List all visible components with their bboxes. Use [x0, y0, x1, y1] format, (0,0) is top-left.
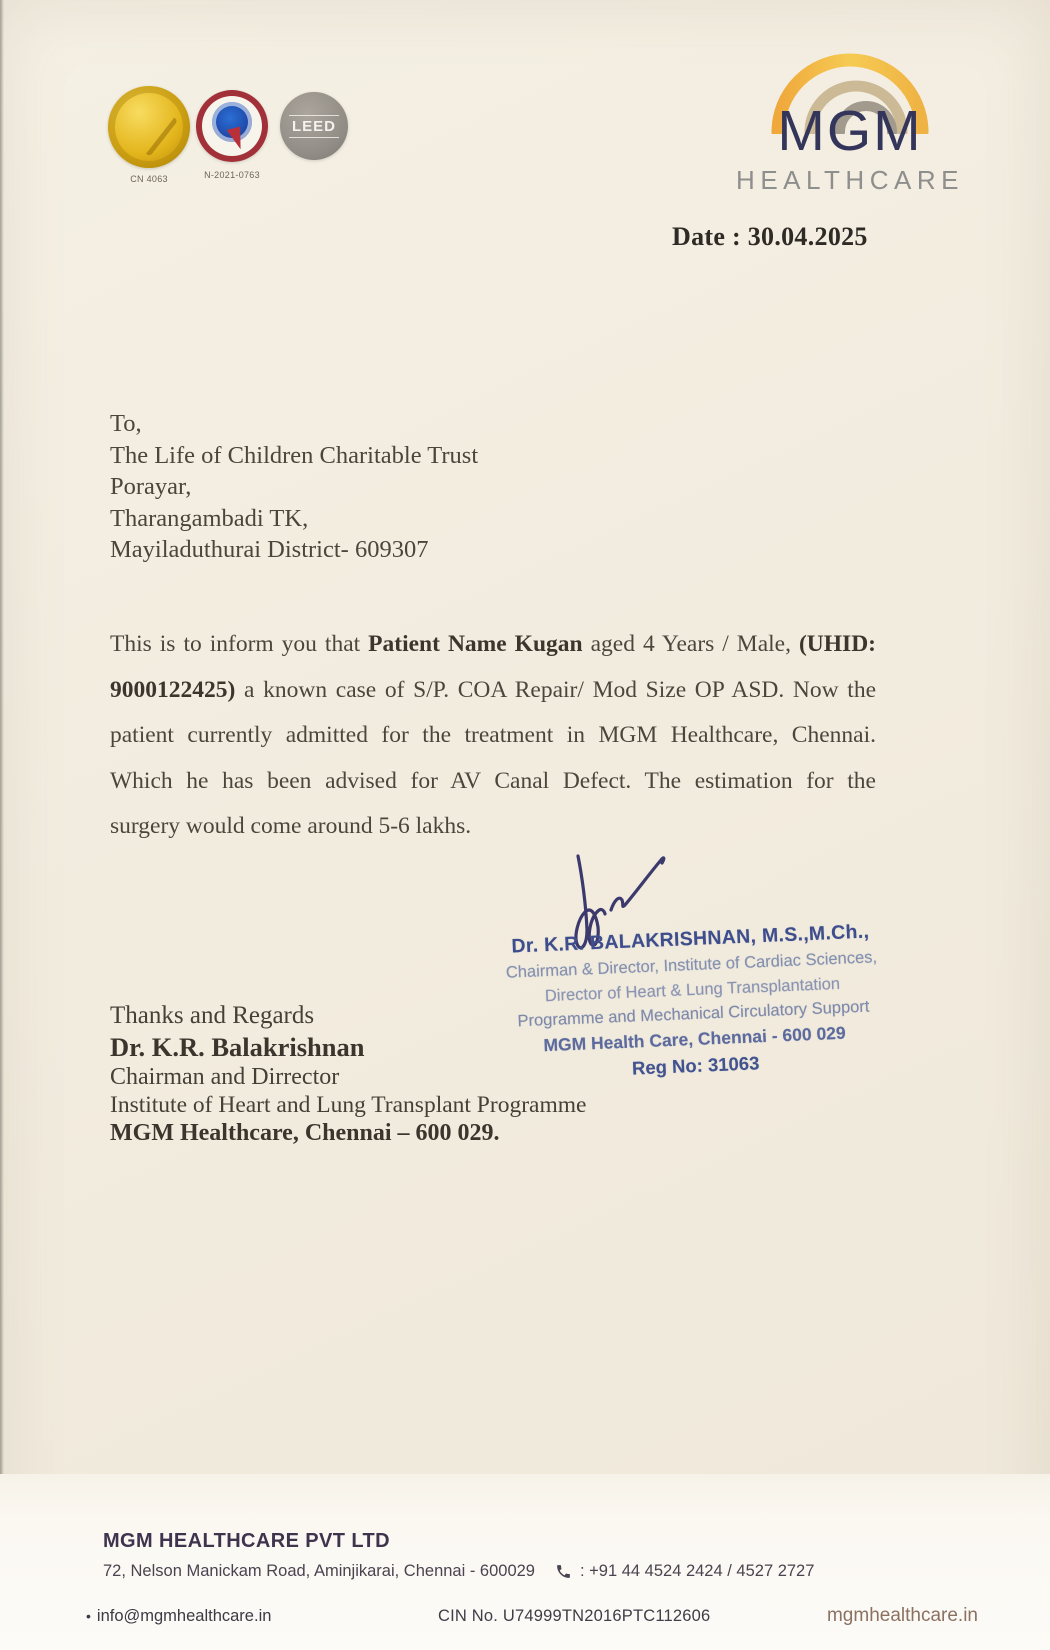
recipient-line: Porayar, [110, 473, 192, 500]
body-line [110, 622, 876, 668]
gold-seal-mark [120, 97, 178, 157]
stamp-line: Director of Heart & Lung Transplantation [544, 974, 841, 1005]
footer-bottom-row [0, 1604, 1050, 1638]
mgm-healthcare-logo [700, 42, 1000, 196]
jci-gold-seal-icon [108, 86, 190, 168]
uhid-label: (UHID: [798, 631, 876, 657]
gold-seal-caption: CN 4063 [130, 174, 168, 184]
stamp-line: Programme and Mechanical Circulatory Support [517, 997, 870, 1031]
recipient-line: Mayiladuthurai District- 609307 [110, 536, 429, 563]
recipient-line: The Life of Children Charitable Trust [110, 441, 479, 469]
body-line: surgery would come around 5-6 lakhs. [110, 813, 472, 839]
logo-brand-text: MGM [777, 99, 923, 163]
signoff-regards: Thanks and Regards [110, 1002, 315, 1029]
nabh-seal-icon [196, 90, 268, 162]
stamp-reg-no: Reg No: 31063 [631, 1051, 760, 1079]
letterhead-footer [0, 1474, 1050, 1650]
body-line [110, 668, 876, 714]
footer-website: mgmhealthcare.in [826, 1605, 978, 1626]
footer-address: 72, Nelson Manickam Road, Aminjikarai, Chennai - 600029 [103, 1562, 535, 1580]
body-text: aged 4 Years / Male, [582, 631, 799, 657]
leed-label: LEED [289, 115, 339, 138]
patient-name: Patient Name Kugan [368, 631, 583, 657]
logo-subtitle-text: HEALTHCARE [736, 165, 964, 195]
stamp-line: Chairman & Director, Institute of Cardiac Sciences, [505, 948, 878, 982]
email-bullet-icon: • [86, 1608, 91, 1624]
footer-phone: : +91 44 4524 2424 / 4527 2727 [579, 1562, 815, 1580]
stamp-line: Dr. K.R. BALAKRISHNAN, M.S.,M.Ch., [511, 920, 870, 958]
recipient-line: To, [110, 410, 142, 437]
nabh-seal-caption: N-2021-0763 [204, 170, 260, 180]
recipient-line: Tharangambadi TK, [110, 504, 309, 532]
footer-email-text: info@mgmhealthcare.in [96, 1607, 272, 1625]
signoff-institute: Institute of Heart and Lung Transplant Programme [110, 1092, 587, 1118]
signoff-doctor-name: Dr. K.R. Balakrishnan [110, 1032, 365, 1062]
phone-icon [555, 1563, 572, 1580]
leed-seal-icon [280, 92, 348, 160]
footer-address-row [103, 1562, 814, 1581]
footer-company-name: MGM HEALTHCARE PVT LTD [103, 1530, 390, 1552]
signoff-block [110, 1000, 586, 1148]
signoff-title: Chairman and Dirrector [110, 1064, 340, 1090]
letter-body [110, 622, 876, 850]
uhid-number: 9000122425) [110, 676, 236, 703]
signoff-hospital: MGM Healthcare, Chennai – 600 029. [110, 1120, 500, 1146]
footer-email [86, 1607, 271, 1626]
stamp-line: MGM Health Care, Chennai - 600 029 [542, 1022, 847, 1055]
recipient-address-block [110, 408, 478, 566]
body-text: a known case of S/P. COA Repair/ Mod Size OP ASD. Now the [235, 676, 876, 703]
body-text: This is to inform you that [110, 631, 369, 657]
footer-cin: CIN No. U74999TN2016PTC112606 [438, 1607, 711, 1625]
letter-date: Date : 30.04.2025 [672, 222, 868, 251]
body-line: patient currently admitted for the treatment in MGM Healthcare, Chennai. [110, 722, 876, 748]
scan-edge-shadow [0, 0, 4, 1650]
body-line: Which he has been advised for AV Canal Defect. The estimation for the [110, 767, 876, 794]
